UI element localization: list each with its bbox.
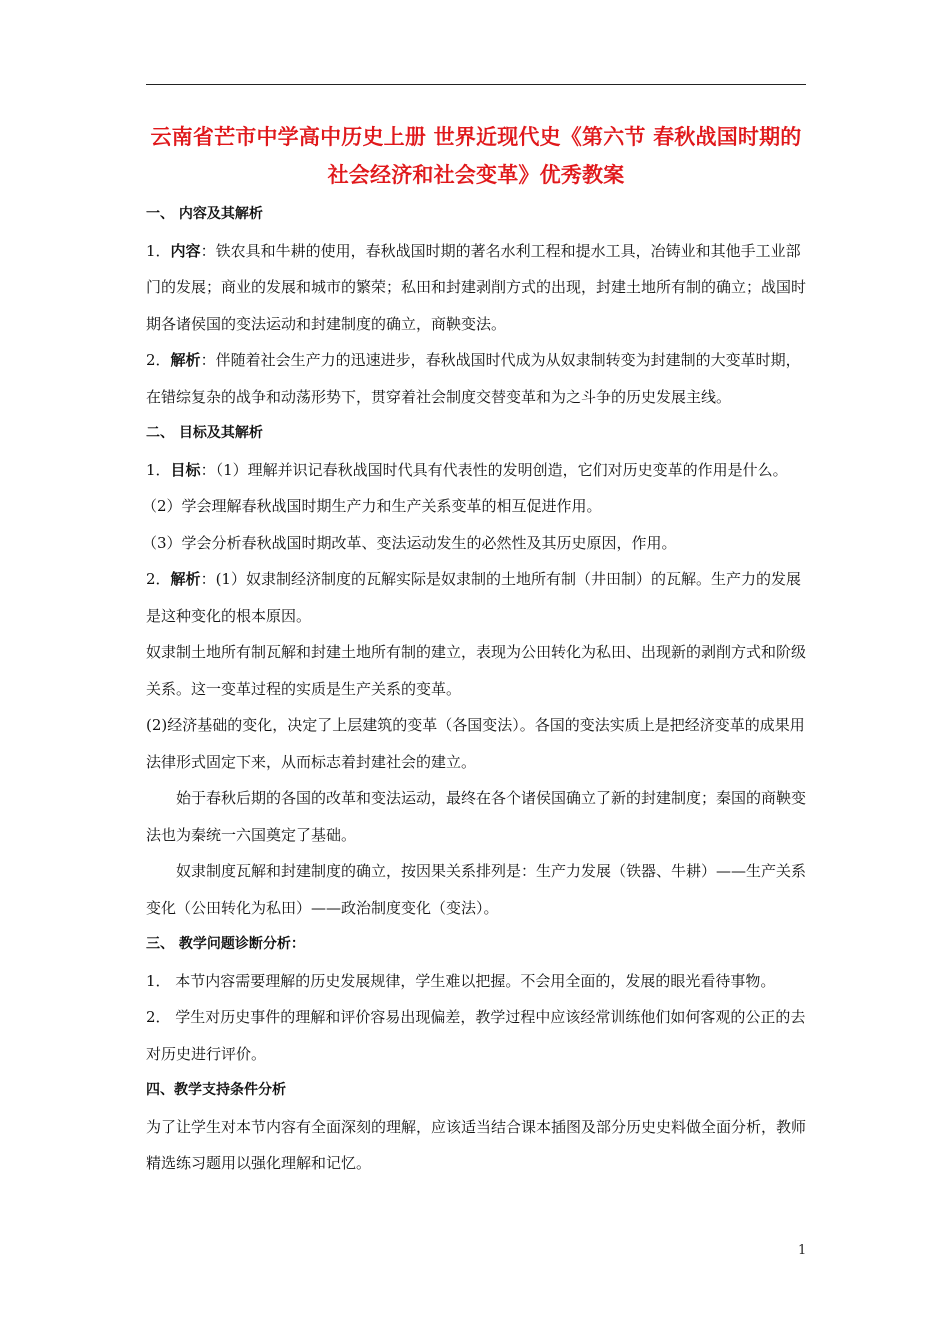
item-text: ：伴随着社会生产力的迅速进步，春秋战国时代成为从奴隶制转变为封建制的大变革时期，在错综复杂的战争和动荡形势下，贯穿着社会制度交替变革和为之斗争的历史发展主线。 [146, 351, 801, 406]
diagnosis-item-2: 2． 学生对历史事件的理解和评价容易出现偏差，教学过程中应该经常训练他们如何客观的公正的去对历史进行评价。 [146, 1008, 806, 1063]
item-label: 内容 [170, 241, 201, 260]
paragraph-economic-base: (2)经济基础的变化，决定了上层建筑的变革（各国变法）。各国的变法实质上是把经济变革的成果用法律形式固定下来，从而标志着封建社会的建立。 [146, 716, 805, 771]
paragraph-goal-analysis [146, 561, 810, 634]
paragraph-content [146, 233, 810, 343]
item-text: ：（1）理解并识记春秋战国时代具有代表性的发明创造，它们对历史变革的作用是什么。 [200, 460, 788, 479]
item-number: 1． [146, 241, 171, 260]
section-heading-support: 四、教学支持条件分析 [146, 1082, 286, 1098]
diagnosis-item-1: 1． 本节内容需要理解的历史发展规律，学生难以把握。不会用全面的，发展的眼光看待事物。 [146, 971, 776, 990]
section-heading-goals: 二、 目标及其解析 [146, 425, 263, 441]
item-number: 2． [146, 351, 171, 369]
paragraph-goals [146, 452, 810, 489]
item-label: 解析 [170, 351, 201, 369]
paragraph-reform: 始于春秋后期的各国的改革和变法运动，最终在各个诸侯国确立了新的封建制度；秦国的商鞅变法也为秦统一六国奠定了基础。 [146, 789, 807, 844]
page-number: 1 [798, 1243, 807, 1258]
item-text: ：铁农具和牛耕的使用，春秋战国时期的著名水利工程和提水工具，冶铸业和其他手工业部门的发展；商业的发展和城市的繁荣；私田和封建剥削方式的出现，封建土地所有制的确立；战国时期各诸侯国的变法运动和封建制度的确立，商鞅变法。 [146, 241, 807, 333]
section-heading-diagnosis: 三、 教学问题诊断分析： [146, 936, 305, 952]
item-label: 目标 [170, 460, 201, 479]
paragraph-causality: 奴隶制度瓦解和封建制度的确立，按因果关系排列是：生产力发展（铁器、牛耕）——生产关系变化（公田转化为私田）——政治制度变化（变法）。 [146, 862, 807, 917]
header-rule [146, 84, 806, 85]
paragraph-land-system: 奴隶制土地所有制瓦解和封建土地所有制的建立，表现为公田转化为私田、出现新的剥削方式和阶级关系。这一变革过程的实质是生产关系的变革。 [146, 643, 807, 698]
item-label: 解析 [170, 570, 201, 588]
document-body [142, 196, 810, 1182]
item-number: 2． [146, 570, 171, 588]
paragraph-support: 为了让学生对本节内容有全面深刻的理解，应该适当结合课本插图及部分历史史料做全面分析，教师精选练习题用以强化理解和记忆。 [146, 1117, 807, 1172]
goal-item-2: （2）学会理解春秋战国时期生产力和生产关系变革的相互促进作用。 [142, 497, 602, 515]
item-number: 1． [146, 460, 171, 479]
document-title: 云南省芒市中学高中历史上册 世界近现代史《第六节 春秋战国时期的社会经济和社会变革》优秀教案 [150, 125, 802, 187]
section-heading-content: 一、 内容及其解析 [146, 206, 263, 222]
paragraph-analysis [146, 342, 810, 415]
goal-item-3: （3）学会分析春秋战国时期改革、变法运动发生的必然性及其历史原因，作用。 [142, 533, 677, 552]
item-text: ：(1）奴隶制经济制度的瓦解实际是奴隶制的土地所有制（井田制）的瓦解。生产力的发展是这种变化的根本原因。 [146, 570, 801, 625]
